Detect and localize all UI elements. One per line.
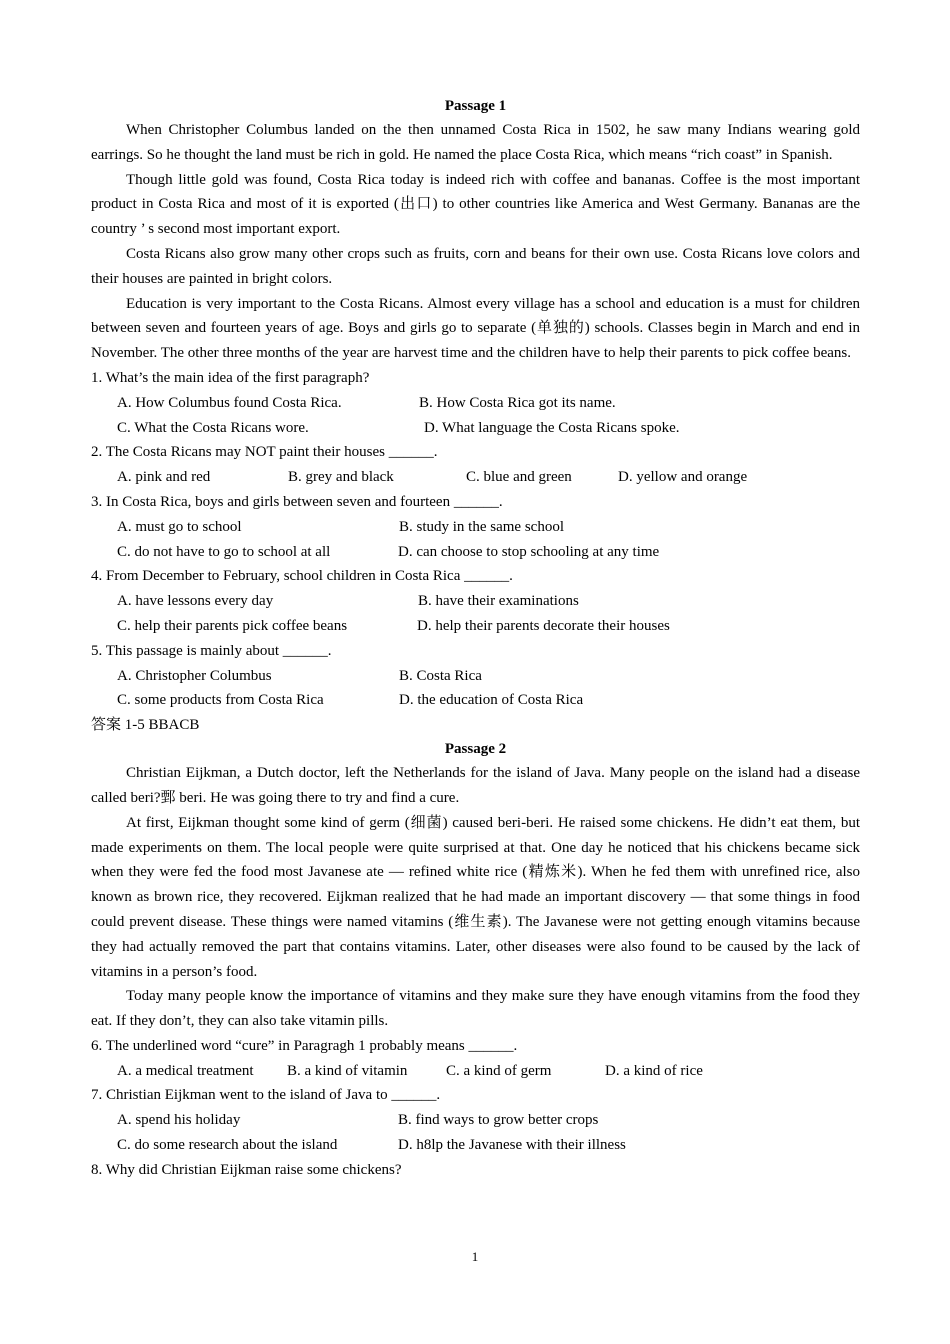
option-row (91, 589, 860, 614)
option: C. some products from Costa Rica (117, 692, 324, 709)
question: 6. The underlined word “cure” in Paragragh 1 probably means ______. (91, 1037, 518, 1054)
option: C. do not have to go to school at all (117, 543, 331, 560)
option: D. yellow and orange (618, 469, 748, 486)
option: B. have their examinations (418, 593, 579, 610)
question: 4. From December to February, school children in Costa Rica ______. (91, 568, 513, 585)
document-page (91, 94, 860, 1183)
option: A. a medical treatment (117, 1062, 254, 1079)
option: D. help their parents decorate their houses (417, 617, 670, 634)
option: C. blue and green (466, 469, 572, 486)
option: A. pink and red (117, 469, 211, 486)
question: 2. The Costa Ricans may NOT paint their houses ______. (91, 444, 438, 461)
option: C. What the Costa Ricans wore. (117, 419, 309, 436)
option-row (91, 515, 860, 540)
option: C. a kind of germ (446, 1062, 552, 1079)
option-row (91, 540, 860, 565)
option: B. study in the same school (399, 518, 564, 535)
option: B. Costa Rica (399, 667, 482, 684)
option: D. the education of Costa Rica (399, 692, 584, 709)
option-row (91, 664, 860, 689)
option: B. find ways to grow better crops (398, 1112, 599, 1129)
option-row (91, 465, 860, 490)
option: D. a kind of rice (605, 1062, 703, 1079)
question: 1. What’s the main idea of the first paragraph? (91, 369, 370, 386)
page-number: 1 (471, 1249, 479, 1264)
option-row (91, 1133, 860, 1158)
option: A. Christopher Columbus (117, 667, 272, 684)
option: D. h8lp the Javanese with their illness (398, 1137, 626, 1154)
option: A. How Columbus found Costa Rica. (117, 394, 342, 411)
option: B. a kind of vitamin (287, 1062, 408, 1079)
option: A. spend his holiday (117, 1112, 241, 1129)
option-row (91, 1108, 860, 1133)
option: D. What language the Costa Ricans spoke. (424, 419, 680, 436)
option: A. have lessons every day (117, 593, 274, 610)
question: 5. This passage is mainly about ______. (91, 642, 332, 659)
option: A. must go to school (117, 518, 242, 535)
passage-title: Passage 1 (444, 98, 507, 114)
paragraph: Christian Eijkman, a Dutch doctor, left the Netherlands for the island of Java. Many people on the island had a disease called beri?鄄 beri. He was going there to try and find a cure. (91, 765, 860, 806)
paragraph: At first, Eijkman thought some kind of germ (细菌) caused beri-beri. He raised some chickens. He didn’t eat them, but made experiments on them. The local people were quite surprised at that. One day he noticed that his chickens became sick when they were fed the food most Javanese ate — refined white rice (精炼米). When he fed them with unrefined rice, also known as brown rice, they recovered. Eijkman realized that he had made an important discovery — that some things in food could prevent disease. These things were named vitamins (维生素). The Javanese were not getting enough vitamins because they had actually removed the part that contains vitamins. Later, other diseases were also found to be caused by the lack of vitamins in a person’s food. (91, 814, 860, 980)
paragraph: Though little gold was found, Costa Rica today is indeed rich with coffee and bananas. Coffee is the most important product in Costa Rica and most of it is exported (出口) to other countries like America and West Germany. Bananas are the country ’ s second most important export. (91, 171, 860, 238)
option: C. do some research about the island (117, 1137, 338, 1154)
option: B. grey and black (288, 469, 394, 486)
option-row (91, 416, 860, 441)
option-row (91, 688, 860, 713)
paragraph: When Christopher Columbus landed on the then unnamed Costa Rica in 1502, he saw many Indians wearing gold earrings. So he thought the land must be rich in gold. He named the place Costa Rica, which means “rich coast” in Spanish. (91, 122, 860, 163)
passage-title: Passage 2 (444, 741, 507, 758)
option-row (91, 391, 860, 416)
option: B. How Costa Rica got its name. (419, 394, 616, 411)
question: 3. In Costa Rica, boys and girls between seven and fourteen ______. (91, 493, 503, 510)
option-row (91, 1059, 860, 1084)
question: 8. Why did Christian Eijkman raise some chickens? (91, 1161, 402, 1178)
option: D. can choose to stop schooling at any time (398, 543, 660, 560)
question: 7. Christian Eijkman went to the island of Java to ______. (91, 1087, 441, 1104)
answer-key: 答案 1-5 BBACB (91, 717, 200, 734)
paragraph: Costa Ricans also grow many other crops such as fruits, corn and beans for their own use. Costa Ricans love colors and their houses are painted in bright colors. (91, 245, 860, 287)
paragraph: Today many people know the importance of vitamins and they make sure they have enough vitamins from the food they eat. If they don’t, they can also take vitamin pills. (91, 988, 860, 1030)
option: C. help their parents pick coffee beans (117, 617, 348, 634)
paragraph: Education is very important to the Costa Ricans. Almost every village has a school and education is a must for children between seven and fourteen years of age. Boys and girls go to separate (单独的) schools. Classes begin in March and end in November. The other three months of the year are harvest time and the children have to help their parents to pick coffee beans. (91, 295, 860, 362)
option-row (91, 614, 860, 639)
